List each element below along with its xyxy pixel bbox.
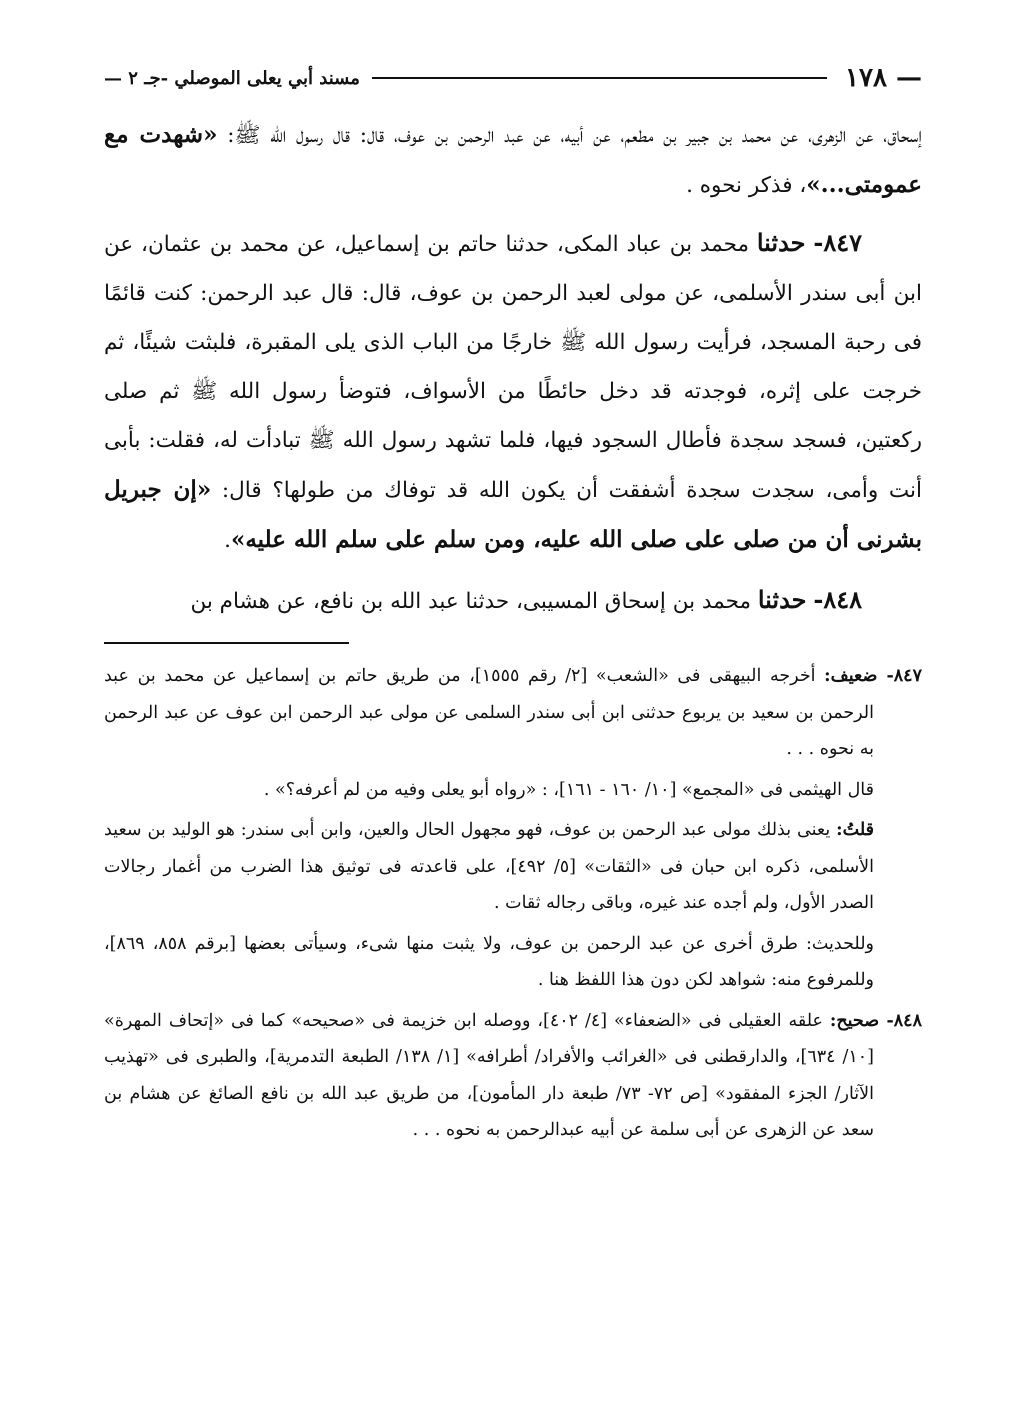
hadith-text: محمد بن عباد المكى، حدثنا حاتم بن إسماعيل، عن محمد بن عثمان، عن ابن أبى سندر الأسلمى، عن مولى لعبد الرحمن بن عوف، قال: قال عبد الرحمن: كنت قائمًا فى رحبة المسجد، فرأيت رسول الله ﷺ خارجًا من الباب الذى يلى المقبرة، فلبثت شيئًا، ثم خرجت على إثره، فوجدته قد دخل حائطًا من الأسواف، فتوضأ رسول الله ﷺ ثم صلى ركعتين، فسجد سجدة فأطال السجود فيها، فلما تشهد رسول الله ﷺ تبادأت له، فقلت: بأبى أنت وأمى، سجدت سجدة أشفقت أن يكون الله قد توفاك من طولها؟ قال: (104, 232, 922, 503)
footnote-text: أخرجه البيهقى فى «الشعب» [٢/ رقم ١٥٥٥]، من طريق حاتم بن إسماعيل عن محمد بن عبد الرحمن بن سعيد بن يربوع حدثنى ابن أبى سندر السلمى عن مولى عبد الرحمن ابن عوف عن عبد الرحمن به نحوه . . . (104, 666, 874, 759)
footnote-text: قال الهيثمى فى «المجمع» [١٠/ ١٦٠ - ١٦١]، : «رواه أبو يعلى وفيه من لم أعرفه؟» . (263, 779, 874, 800)
footnote-text: وللحديث: طرق أخرى عن عبد الرحمن بن عوف، ولا يثبت منها شىء، وسيأتى بعضها [برقم ٨٥٨، ٨٦٩]، وللمرفوع منه: شواهد لكن دون هذا اللفظ هنا . (104, 933, 874, 990)
continuation-quote: «شهدت مع عمومتى...» (104, 121, 922, 198)
hadith-quote: «إن جبريل بشرنى أن من صلى على صلى الله عليه، ومن سلم على سلم الله عليه» (104, 476, 922, 553)
hadith-848 (104, 575, 922, 626)
running-head (104, 60, 922, 96)
footnote-848 (104, 1003, 922, 1149)
book-title: مسند أبي يعلى الموصلي -جـ ٢ — (104, 67, 360, 89)
footnote-847-hadith (104, 926, 922, 999)
page-number: — ١٧٨ (845, 63, 922, 93)
footnote-label: ٨٤٧- ضعيف: (824, 666, 922, 686)
hadith-text: محمد بن إسحاق المسيبى، حدثنا عبد الله بن نافع، عن هشام بن (190, 589, 751, 614)
footnote-847-qultu (104, 812, 922, 922)
hadith-end: . (224, 528, 231, 553)
continuation-tail: ، فذكر نحوه . (686, 173, 807, 198)
hadith-lead: حدثنا (757, 585, 807, 614)
main-text (104, 110, 922, 626)
hadith-847 (104, 218, 922, 565)
hadith-lead: حدثنا (756, 228, 806, 257)
footnote-847 (104, 658, 922, 768)
footnote-text: يعنى بذلك مولى عبد الرحمن بن عوف، فهو مجهول الحال والعين، وابن أبى سندر: هو الوليد بن سعيد الأسلمى، ذكره ابن حبان فى «الثقات» [٥/ ٤٩٢]، على قاعدته فى توثيق هذا الضرب من أغمار رجالات الصدر الأول، ولم أجده عند غيره، وباقى رجاله ثقات . (104, 820, 874, 913)
footnote-text: علقه العقيلى فى «الضعفاء» [٤/ ٤٠٢]، ووصله ابن خزيمة فى «صحيحه» كما فى «إتحاف المهرة» [١٠/ ٦٣٤]، والدارقطنى فى «الغرائب والأفراد/ أطرافه» [١/ ١٣٨/ الطبعة التدمرية]، والطبرى فى «تهذيب الآثار/ الجزء المفقود» [ص ٧٢- ٧٣/ طبعة دار المأمون]، من طريق عبد الله بن نافع الصائغ عن هشام بن سعد عن الزهرى عن أبى سلمة عن أبيه عبدالرحمن به نحوه . . . (104, 1010, 874, 1140)
paragraph-continuation (104, 110, 922, 210)
header-rule (372, 77, 827, 79)
page (104, 60, 922, 1153)
hadith-number: ٨٤٨- (813, 585, 862, 614)
hadith-number: ٨٤٧- (813, 228, 862, 257)
footnote-847-haythami (104, 772, 922, 809)
footnotes (104, 658, 922, 1149)
footnote-sub-label: قلتُ: (836, 820, 874, 840)
footnote-label: ٨٤٨- صحيح: (829, 1010, 922, 1031)
footnote-divider (104, 642, 349, 644)
continuation-text: إسحاق، عن الزهرى، عن محمد بن جبير بن مطعم، عن أبيه، عن عبد الرحمن بن عوف، قال: قال رسول الله ﷺ: (227, 123, 922, 148)
